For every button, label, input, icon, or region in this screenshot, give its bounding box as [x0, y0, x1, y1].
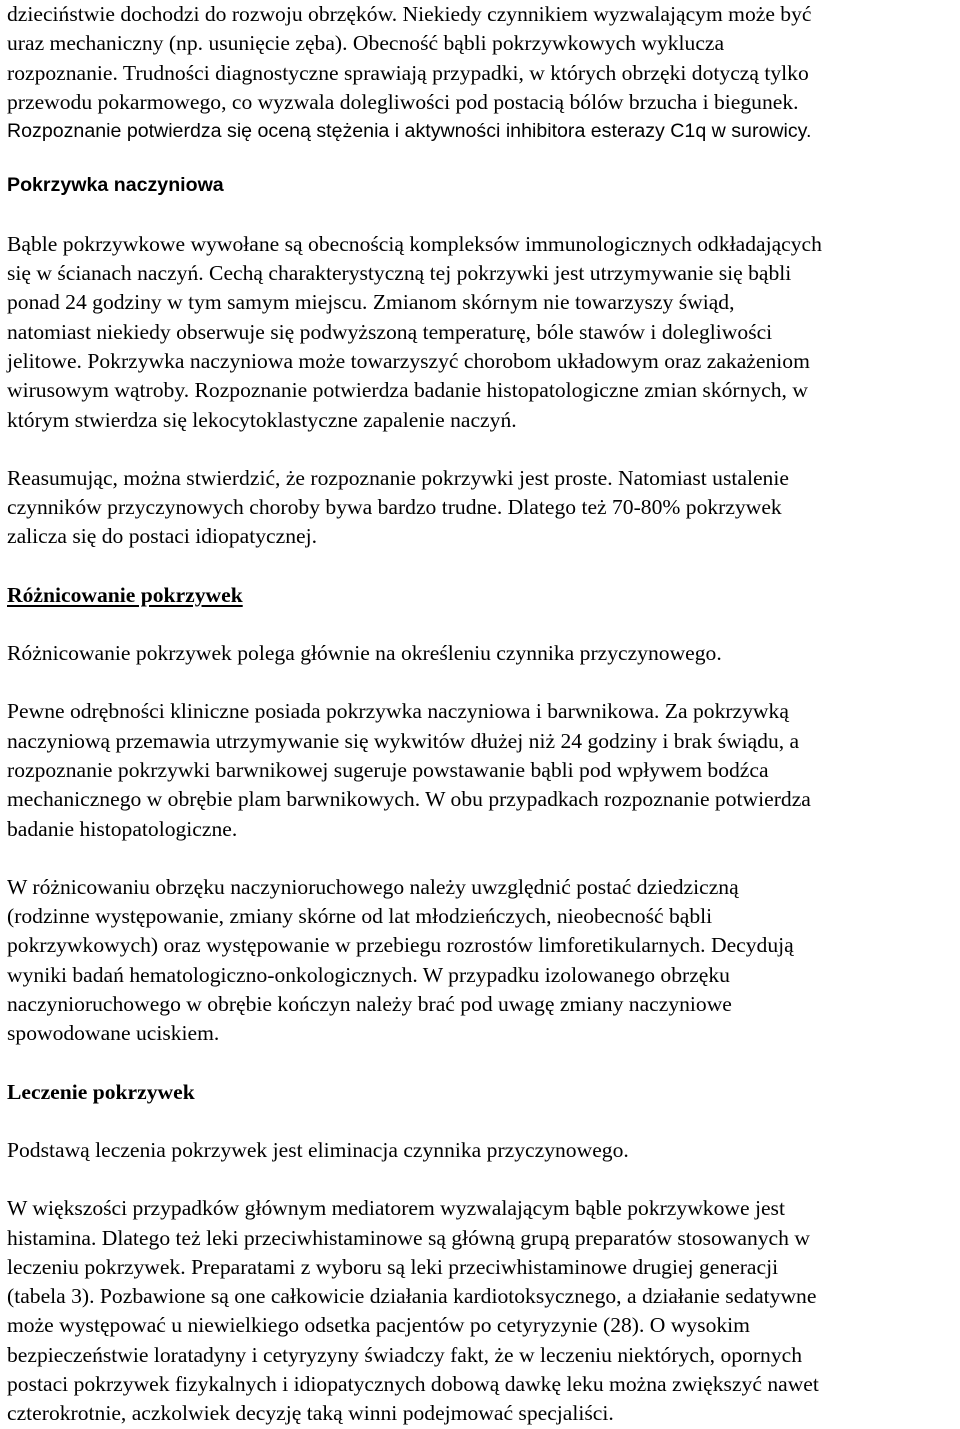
text-line: może występować u niewielkiego odsetka pacjentów po cetyryzynie (28). O wysokim: [7, 1313, 750, 1338]
text-line: którym stwierdza się lekocytoklastyczne zapalenie naczyń.: [7, 407, 517, 432]
treatment-paragraph-2: [7, 1194, 959, 1428]
text-line: naczyniową przemawia utrzymywanie się wykwitów dłużej niż 24 godziny i brak świądu, a: [7, 728, 800, 753]
text-line: Bąble pokrzywkowe wywołane są obecnością kompleksów immunologicznych odkładających: [7, 231, 822, 256]
text-line: Pewne odrębności kliniczne posiada pokrzywka naczyniowa i barwnikowa. Za pokrzywką: [7, 699, 789, 724]
section-heading-treatment: Leczenie pokrzywek: [7, 1079, 195, 1104]
text-line: natomiast niekiedy obserwuje się podwyższoną temperaturę, bóle stawów i dolegliwości: [7, 319, 773, 344]
text-line: rozpoznanie. Trudności diagnostyczne sprawiają przypadki, w których obrzęki dotyczą tylko: [7, 60, 809, 85]
differential-heading-text: Różnicowanie pokrzywek: [7, 582, 243, 607]
text-line: zalicza się do postaci idiopatycznej.: [7, 524, 317, 549]
text-line: W różnicowaniu obrzęku naczynioruchowego należy uwzględnić postać dziedziczną: [7, 874, 739, 899]
text-line: Podstawą leczenia pokrzywek jest eliminacja czynnika przyczynowego.: [7, 1137, 629, 1162]
section-heading-vascular: Pokrzywka naczyniowa: [7, 174, 224, 197]
text-line: (rodzinne występowanie, zmiany skórne od lat młodzieńczych, nieobecność bąbli: [7, 904, 713, 929]
text-line: W większości przypadków głównym mediatorem wyzwalającym bąble pokrzywkowe jest: [7, 1196, 785, 1221]
text-line: przewodu pokarmowego, co wyzwala dolegliwości pod postacią bólów brzucha i biegunek.: [7, 89, 799, 114]
text-line: (tabela 3). Pozbawione są one całkowicie działania kardiotoksycznego, a działanie sedatywne: [7, 1284, 817, 1309]
text-line: naczynioruchowego w obrębie kończyn należy brać pod uwagę zmiany naczyniowe: [7, 992, 732, 1017]
text-line: rozpoznanie pokrzywki barwnikowej sugeruje powstawanie bąbli pod wpływem bodźca: [7, 757, 769, 782]
text-line: Reasumując, można stwierdzić, że rozpoznanie pokrzywki jest proste. Natomiast ustalenie: [7, 465, 789, 490]
text-line: czynników przyczynowych choroby bywa bardzo trudne. Dlatego też 70-80% pokrzywek: [7, 495, 782, 520]
intro-paragraph: [7, 0, 959, 146]
text-line: Różnicowanie pokrzywek polega głównie na określeniu czynnika przyczynowego.: [7, 641, 722, 666]
text-line: leczeniu pokrzywek. Preparatami z wyboru są leki przeciwhistaminowe drugiej generacji: [7, 1254, 779, 1279]
section-heading-differential: [7, 581, 959, 610]
text-line: wyniki badań hematologiczno-onkologicznych. W przypadku izolowanego obrzęku: [7, 962, 730, 987]
text-line: Rozpoznanie potwierdza się oceną stężenia i aktywności inhibitora esterazy C1q w surowicy.: [7, 120, 812, 143]
differential-paragraph-2: [7, 697, 959, 843]
treatment-paragraph-1: [7, 1136, 959, 1165]
differential-paragraph-1: [7, 639, 959, 668]
text-line: dzieciństwie dochodzi do rozwoju obrzęków. Niekiedy czynnikiem wyzwalającym może być: [7, 2, 812, 26]
text-line: mechanicznego w obrębie plam barwnikowych. W obu przypadkach rozpoznanie potwierdza: [7, 787, 811, 812]
text-line: ponad 24 godziny w tym samym miejscu. Zmianom skórnym nie towarzyszy świąd,: [7, 290, 735, 315]
vascular-paragraph: [7, 230, 959, 435]
text-line: jelitowe. Pokrzywka naczyniowa może towarzyszyć chorobom układowym oraz zakażeniom: [7, 348, 810, 373]
text-line: spowodowane uciskiem.: [7, 1021, 220, 1046]
text-line: bezpieczeństwie loratadyny i cetyryzyny świadczy fakt, że w leczeniu niektórych, opornych: [7, 1342, 803, 1367]
text-line: czterokrotnie, aczkolwiek decyzję taką winni podejmować specjaliści.: [7, 1401, 614, 1426]
text-line: się w ścianach naczyń. Cechą charakterystyczną tej pokrzywki jest utrzymywanie się bąbli: [7, 261, 792, 286]
text-line: pokrzywkowych) oraz występowanie w przebiegu rozrostów limforetikularnych. Decydują: [7, 933, 794, 958]
text-line: postaci pokrzywek fizykalnych i idiopatycznych dobową dawkę leku można zwiększyć nawet: [7, 1371, 819, 1396]
differential-paragraph-3: [7, 873, 959, 1049]
summary-paragraph: [7, 464, 959, 552]
text-line: wirusowym wątroby. Rozpoznanie potwierdza badanie histopatologiczne zmian skórnych, w: [7, 378, 808, 403]
text-line: histamina. Dlatego też leki przeciwhistaminowe są główną grupą preparatów stosowanych w: [7, 1225, 810, 1250]
text-line: uraz mechaniczny (np. usunięcie zęba). Obecność bąbli pokrzywkowych wyklucza: [7, 31, 725, 56]
text-line: badanie histopatologiczne.: [7, 816, 238, 841]
